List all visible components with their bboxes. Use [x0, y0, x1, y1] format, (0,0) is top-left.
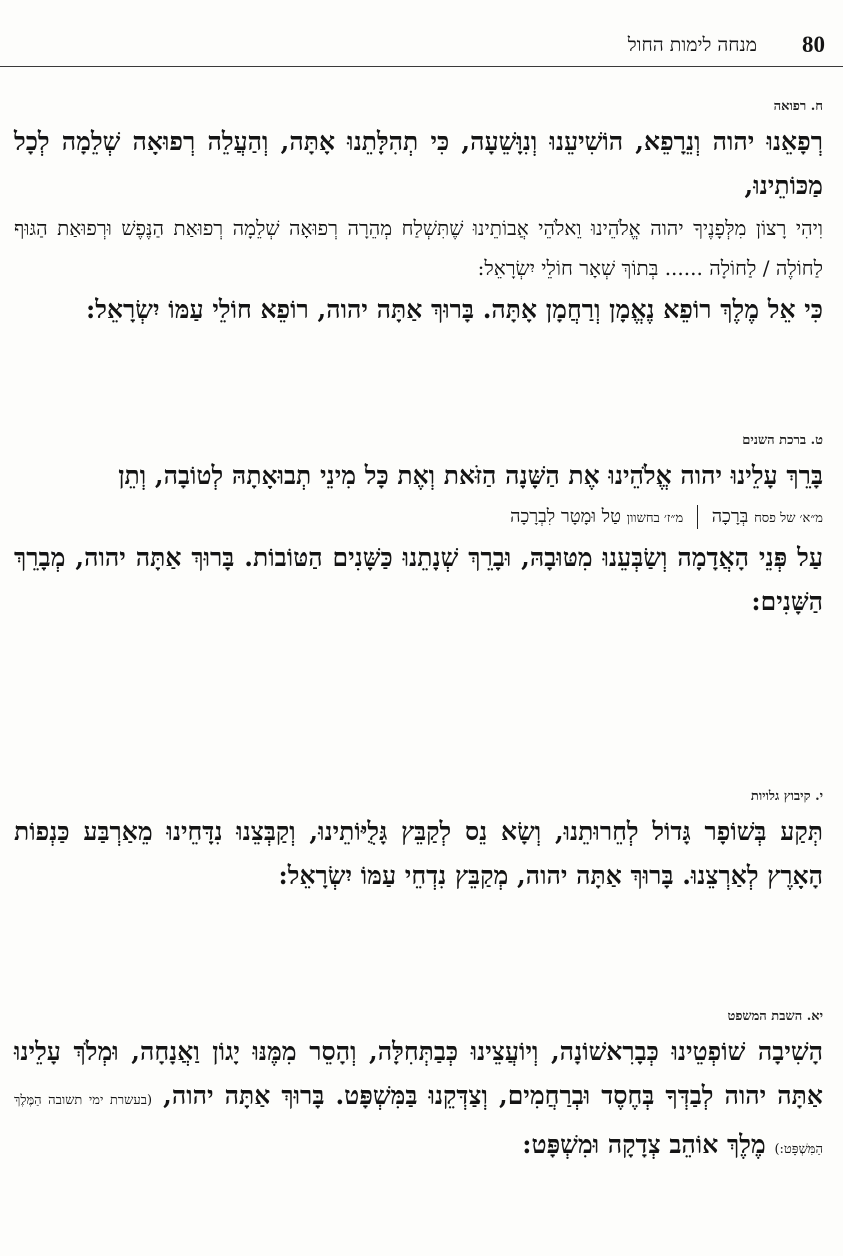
- blessing-paragraph: רְפָאֵנוּ יהוה וְנֵרָפֵא, הוֹשִׁיעֵנוּ וְנִוָּשֵׁעָה, כִּי תְהִלָּתֵנוּ אָתָּה, וְהַעֲלֵה רְפוּאָה שְׁלֵמָה לְכָל מַכּוֹתֵינוּ,: [14, 127, 823, 200]
- page-number: 80: [802, 32, 825, 57]
- section-birkat-hashanim: [14, 432, 823, 624]
- blessing-closing: מֶלֶךְ אוֹהֵב צְדָקָה וּמִשְׁפָּט:: [522, 1130, 766, 1159]
- seasonal-variant-row: [14, 500, 823, 536]
- page-header: [0, 30, 843, 67]
- summer-text: בְּרָכָה: [711, 506, 749, 527]
- blessing-paragraph: [14, 1030, 823, 1172]
- running-title: מנחה לימות החול: [627, 34, 757, 56]
- summer-note: מ״א׳ של פסח: [754, 511, 823, 526]
- section-heading: ח. רפואה: [773, 99, 823, 114]
- supplication-paragraph: וִיהִי רָצוֹן מִלְּפָנֶיךָ יהוה אֱלֹהֵינוּ וֵאלֹהֵי אֲבוֹתֵינוּ שֶׁתִּשְׁלַח מְהֵרָה רְפוּאָה שְׁלֵמָה רְפוּאַת הַנֶּפֶשׁ וּרְפוּאַת הַגּוּף לַחוֹלֶה / לַחוֹלָה ...... בְּתוֹךְ שְׁאָר חוֹלֵי יִשְׂרָאֵל:: [14, 216, 823, 280]
- winter-text: טַל וּמָטָר לִבְרָכָה: [510, 506, 621, 527]
- blessing-body: הָשִׁיבָה שׁוֹפְטֵינוּ כְּבָרִאשׁוֹנָה, וְיוֹעֲצֵינוּ כְּבַתְּחִלָּה, וְהָסֵר מִמֶּנּוּ יָגוֹן וַאֲנָחָה, וּמְלֹךְ עָלֵינוּ אַתָּה יהוה לְבַדְּךָ בְּחֶסֶד וּבְרַחֲמִים, וְצַדְּקֵנוּ בַּמִּשְׁפָּט. בָּרוּךְ אַתָּה יהוה,: [14, 1037, 823, 1110]
- winter-note: מ״ז׳ בחשוון: [626, 511, 684, 526]
- section-heading: י. קיבוץ גלויות: [750, 789, 823, 804]
- section-refuah: [14, 98, 823, 332]
- aseret-yemei-teshuva-note: (בעשרת ימי תשובה הַמֶּלֶךְ הַמִּשְׁפָּט:): [14, 1093, 823, 1157]
- blessing-closing: עַל פְּנֵי הָאֲדָמָה וְשַׂבְּעֵנוּ מִטּוּבָהּ, וּבָרֵךְ שְׁנָתֵנוּ כַּשָּׁנִים הַטּוֹבוֹת. בָּרוּךְ אַתָּה יהוה, מְבָרֵךְ הַשָּׁנִים:: [14, 543, 823, 616]
- blessing-paragraph: בָּרֵךְ עָלֵינוּ יהוה אֱלֹהֵינוּ אֶת הַשָּׁנָה הַזֹּאת וְאֶת כָּל מִינֵי תְבוּאָתָהּ לְטוֹבָה, וְתֵן: [118, 461, 823, 490]
- section-hashavat-hamishpat: [14, 1008, 823, 1172]
- section-heading: ט. ברכת השנים: [742, 433, 823, 448]
- blessing-closing: כִּי אֵל מֶלֶךְ רוֹפֵא נֶאֱמָן וְרַחֲמָן אָתָּה. בָּרוּךְ אַתָּה יהוה, רוֹפֵא חוֹלֵי עַמּוֹ יִשְׂרָאֵל:: [86, 295, 823, 324]
- section-heading: יא. השבת המשפט: [727, 1009, 823, 1024]
- variant-divider: [697, 505, 698, 529]
- blessing-paragraph: תְּקַע בְּשׁוֹפָר גָּדוֹל לְחֵרוּתֵנוּ, וְשָׂא נֵס לְקַבֵּץ גָּלֻיּוֹתֵינוּ, וְקַבְּצֵנוּ נִדָּחֵינוּ מֵאַרְבַּע כַּנְפוֹת הָאָרֶץ לְאַרְצֵנוּ. בָּרוּךְ אַתָּה יהוה, מְקַבֵּץ נִדְחֵי עַמּוֹ יִשְׂרָאֵל:: [14, 817, 823, 890]
- section-kibbutz-galuyot: [14, 788, 823, 898]
